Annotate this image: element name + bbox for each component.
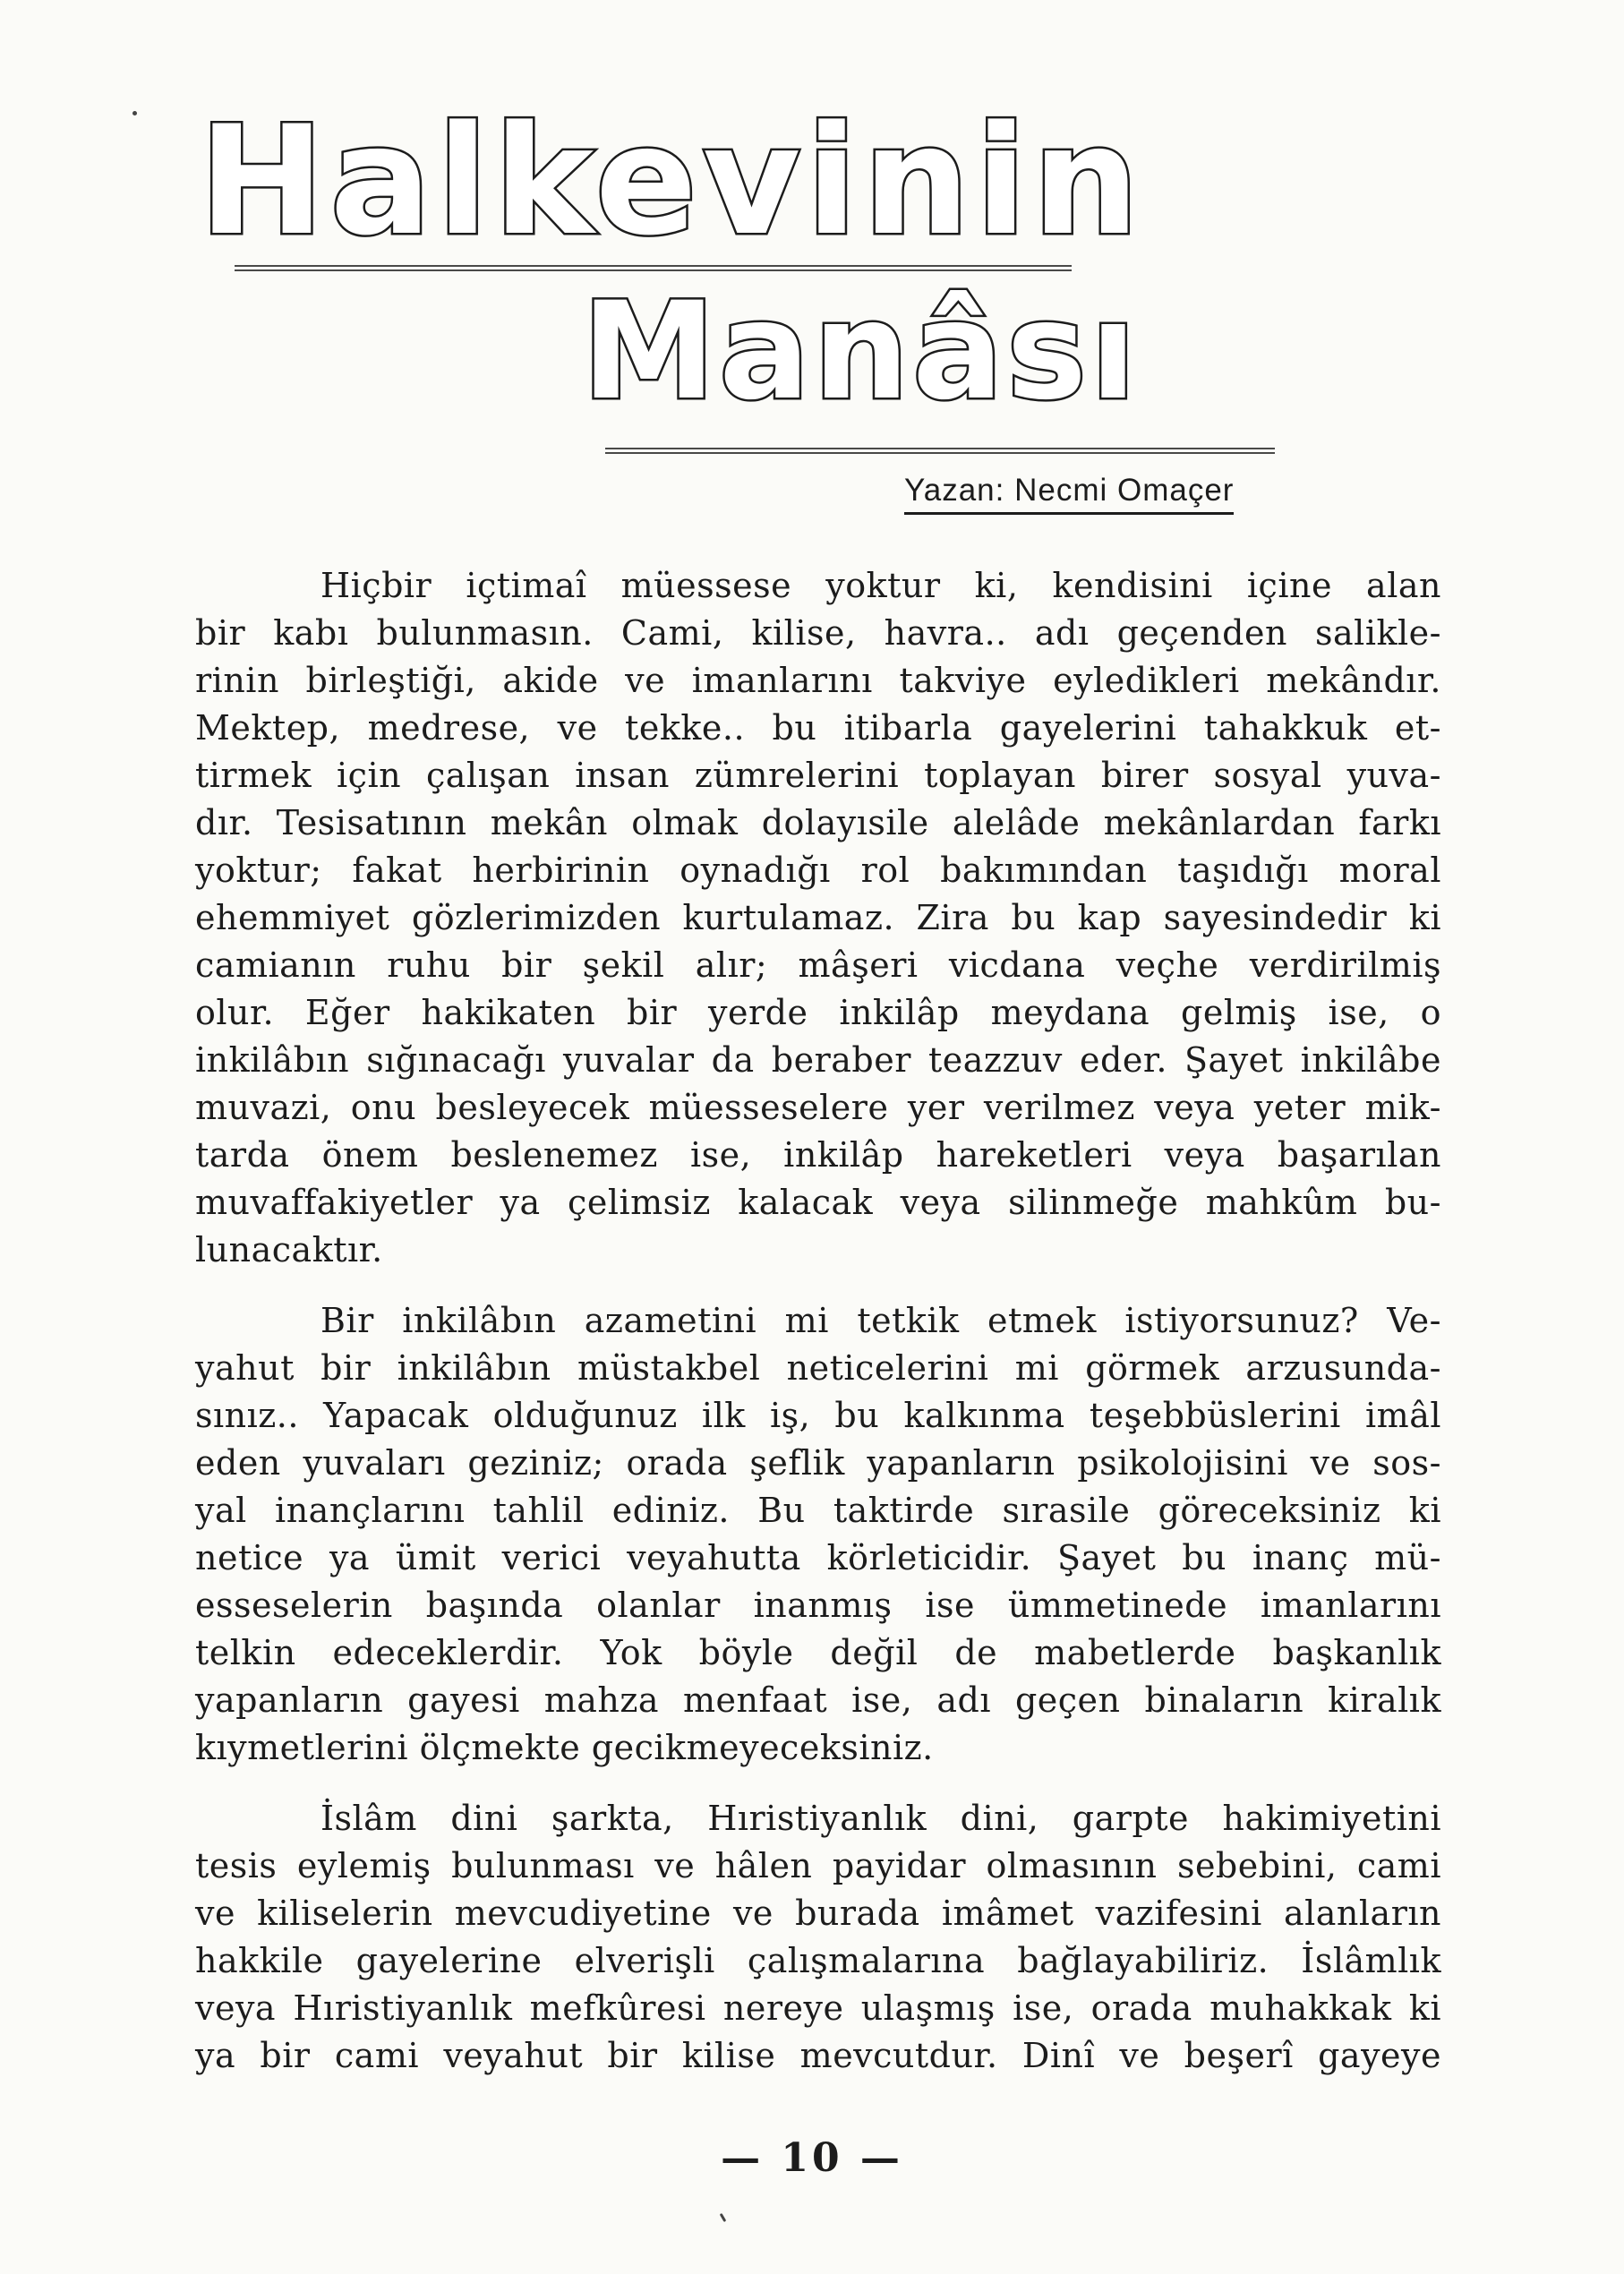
page-number: — 10 — bbox=[721, 2135, 903, 2181]
text-line: yal inançlarını tahlil ediniz. Bu taktirde sırasile göreceksiniz ki bbox=[195, 1491, 1441, 1530]
text-line: yoktur; fakat herbirinin oynadığı rol bakımından taşıdığı moral bbox=[195, 851, 1441, 890]
text-line: tarda önem beslenemez ise, inkilâp hareketleri veya başarılan bbox=[195, 1135, 1441, 1175]
text-line: muvazi, onu besleyecek müesseselere yer verilmez veya yeter mik- bbox=[195, 1088, 1441, 1127]
paragraph-gap bbox=[195, 1772, 1441, 1795]
paragraph bbox=[195, 562, 1441, 1274]
text-line: bir kabı bulunmasın. Cami, kilise, havra.. adı geçenden salikle- bbox=[195, 613, 1441, 653]
text-line: olur. Eğer hakikaten bir yerde inkilâp meydana gelmiş ise, o bbox=[195, 993, 1441, 1032]
text-line: yapanların gayesi mahza menfaat ise, adı geçen binaların kiralık bbox=[195, 1680, 1441, 1720]
title-line-1: Halkevinin bbox=[199, 93, 1145, 269]
text-line: eden yuvaları geziniz; orada şeflik yapanların psikolojisini ve sos- bbox=[195, 1443, 1441, 1483]
paragraph bbox=[195, 1297, 1441, 1772]
text-line: camianın ruhu bir şekil alır; mâşeri vicdana veçhe verdirilmiş bbox=[195, 945, 1441, 985]
author-byline: Yazan: Necmi Omaçer bbox=[904, 473, 1234, 515]
text-line: tirmek için çalışan insan zümrelerini toplayan birer sosyal yuva- bbox=[195, 756, 1441, 795]
text-line: telkin edeceklerdir. Yok böyle değil de mabetlerde başkanlık bbox=[195, 1633, 1441, 1672]
text-line: veya Hıristiyanlık mefkûresi nereye ulaşmış ise, orada muhakkak ki bbox=[195, 1988, 1441, 2028]
title-line-2: Manâsı bbox=[582, 274, 1141, 430]
text-line: yahut bir inkilâbın müstakbel neticelerini mi görmek arzusunda- bbox=[195, 1348, 1441, 1388]
print-speck bbox=[720, 2213, 727, 2222]
text-line: İslâm dini şarkta, Hıristiyanlık dini, garpte hakimiyetini bbox=[321, 1799, 1441, 1838]
text-line: muvaffakiyetler ya çelimsiz kalacak veya silinmeğe mahkûm bu- bbox=[195, 1183, 1441, 1222]
paragraph bbox=[195, 1795, 1441, 2080]
paragraph-gap bbox=[195, 1274, 1441, 1297]
text-line: Mektep, medrese, ve tekke.. bu itibarla gayelerini tahakkuk et- bbox=[195, 708, 1441, 748]
text-line: Bir inkilâbın azametini mi tetkik etmek istiyorsunuz? Ve- bbox=[321, 1301, 1441, 1340]
text-line: ehemmiyet gözlerimizden kurtulamaz. Zira bu kap sayesindedir ki bbox=[195, 898, 1441, 937]
text-line: lunacaktır. bbox=[195, 1230, 383, 1270]
text-line: inkilâbın sığınacağı yuvalar da beraber teazzuv eder. Şayet inkilâbe bbox=[195, 1040, 1441, 1080]
article-body bbox=[195, 562, 1441, 2080]
text-line: netice ya ümit verici veyahutta körleticidir. Şayet bu inanç mü- bbox=[195, 1538, 1441, 1577]
text-line: sınız.. Yapacak olduğunuz ilk iş, bu kalkınma teşebbüslerini imâl bbox=[195, 1396, 1441, 1435]
text-line: dır. Tesisatının mekân olmak dolayısile alelâde mekânlardan farkı bbox=[195, 803, 1441, 842]
print-speck bbox=[132, 111, 137, 115]
title-rule-1 bbox=[235, 265, 1072, 271]
text-line: ve kiliselerin mevcudiyetine ve burada imâmet vazifesini alanların bbox=[195, 1894, 1441, 1933]
text-line: Hiçbir içtimaî müessese yoktur ki, kendisini içine alan bbox=[321, 566, 1441, 605]
title-rule-2 bbox=[605, 448, 1275, 454]
text-line: tesis eylemiş bulunması ve hâlen payidar olmasının sebebini, cami bbox=[195, 1846, 1441, 1885]
text-line: kıymetlerini ölçmekte gecikmeyeceksiniz. bbox=[195, 1728, 934, 1767]
text-line: rinin birleştiği, akide ve imanlarını takviye eyledikleri mekândır. bbox=[195, 661, 1441, 700]
text-line: ya bir cami veyahut bir kilise mevcutdur. Dinî ve beşerî gayeye bbox=[195, 2036, 1441, 2075]
text-line: hakkile gayelerine elverişli çalışmalarına bağlayabiliriz. İslâmlık bbox=[195, 1941, 1441, 1980]
text-line: esseselerin başında olanlar inanmış ise ümmetinede imanlarını bbox=[195, 1586, 1441, 1625]
